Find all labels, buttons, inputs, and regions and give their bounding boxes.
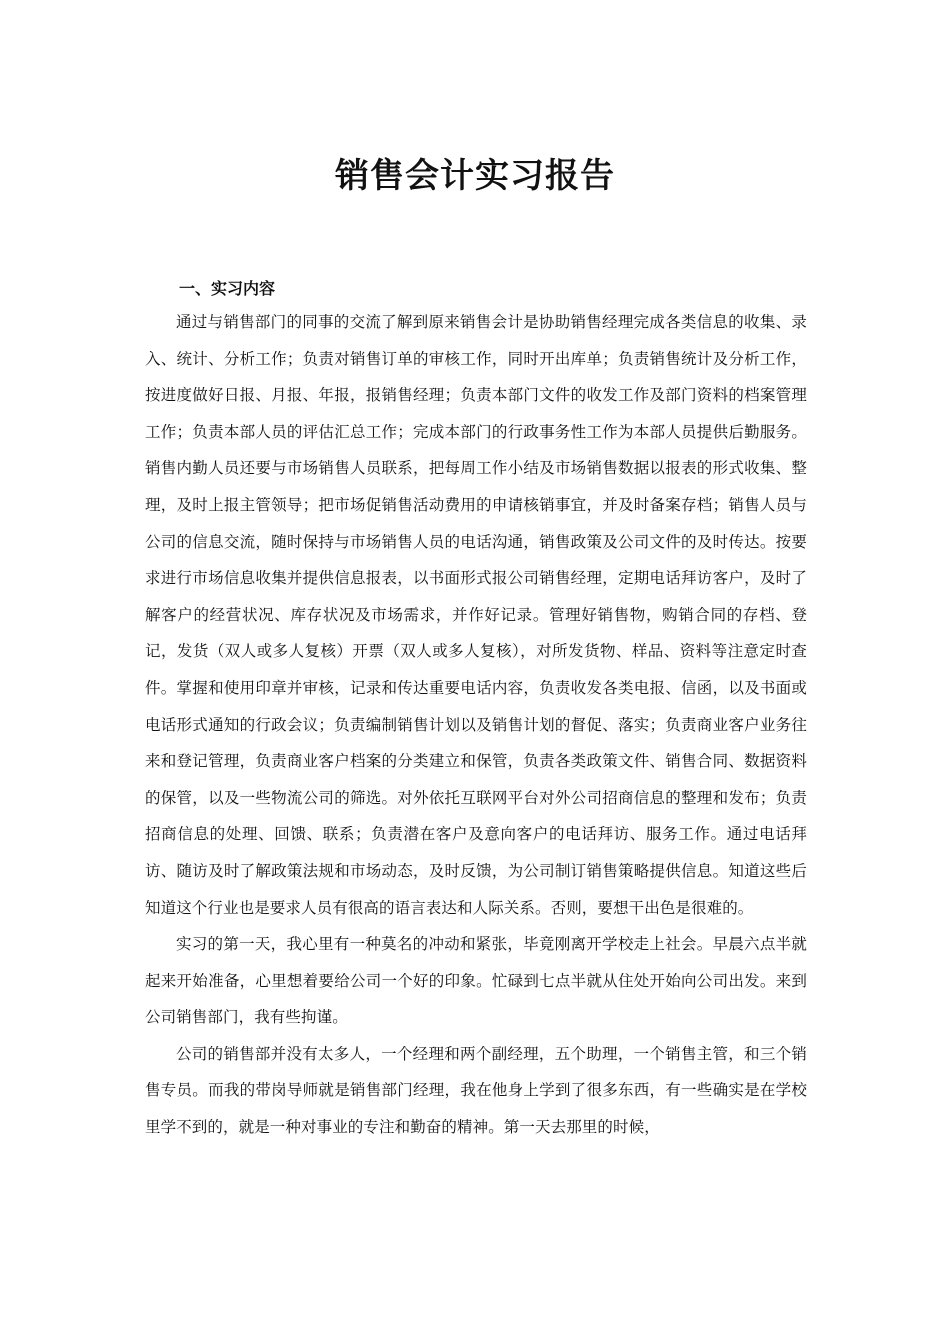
paragraph: 通过与销售部门的同事的交流了解到原来销售会计是协助销售经理完成各类信息的收集、录入、统计、分析工作；负责对销售订单的审核工作，同时开出库单；负责销售统计及分析工作，按进度做好日报、月报、年报，报销售经理；负责本部门文件的收发工作及部门资料的档案管理工作；负责本部人员的评估汇总工作；完成本部门的行政事务性工作为本部人员提供后勤服务。销售内勤人员还要与市场销售人员联系，把每周工作小结及市场销售数据以报表的形式收集、整理，及时上报主管领导；把市场促销售活动费用的申请核销事宜，并及时备案存档；销售人员与公司的信息交流，随时保持与市场销售人员的电话沟通，销售政策及公司文件的及时传达。按要求进行市场信息收集并提供信息报表，以书面形式报公司销售经理，定期电话拜访客户，及时了解客户的经营状况、库存状况及市场需求，并作好记录。管理好销售物，购销合同的存档、登记，发货（双人或多人复核）开票（双人或多人复核），对所发货物、样品、资料等注意定时查件。掌握和使用印章并审核，记录和传达重要电话内容，负责收发各类电报、信函，以及书面或电话形式通知的行政会议；负责编制销售计划以及销售计划的督促、落实；负责商业客户业务往来和登记管理，负责商业客户档案的分类建立和保管，负责各类政策文件、销售合同、数据资料的保管，以及一些物流公司的筛选。对外依托互联网平台对外公司招商信息的整理和发布；负责招商信息的处理、回馈、联系；负责潜在客户及意向客户的电话拜访、服务工作。通过电话拜访、随访及时了解政策法规和市场动态，及时反馈，为公司制订销售策略提供信息。知道这些后知道这个行业也是要求人员有很高的语言表达和人际关系。否则，要想干出色是很难的。 [145, 313, 807, 917]
section-heading: 一、实习内容 [179, 279, 276, 298]
document-title: 销售会计实习报告 [335, 156, 615, 196]
paragraph: 实习的第一天，我心里有一种莫名的冲动和紧张，毕竟刚离开学校走上社会。早晨六点半就起来开始准备，心里想着要给公司一个好的印象。忙碌到七点半就从住处开始向公司出发。来到公司销售部门，我有些拘谨。 [145, 935, 807, 1027]
document-body [145, 275, 807, 1146]
paragraph: 公司的销售部并没有太多人，一个经理和两个副经理，五个助理，一个销售主管，和三个销售专员。而我的带岗导师就是销售部门经理，我在他身上学到了很多东西，有一些确实是在学校里学不到的，就是一种对事业的专注和勤奋的精神。第一天去那里的时候， [145, 1044, 807, 1137]
